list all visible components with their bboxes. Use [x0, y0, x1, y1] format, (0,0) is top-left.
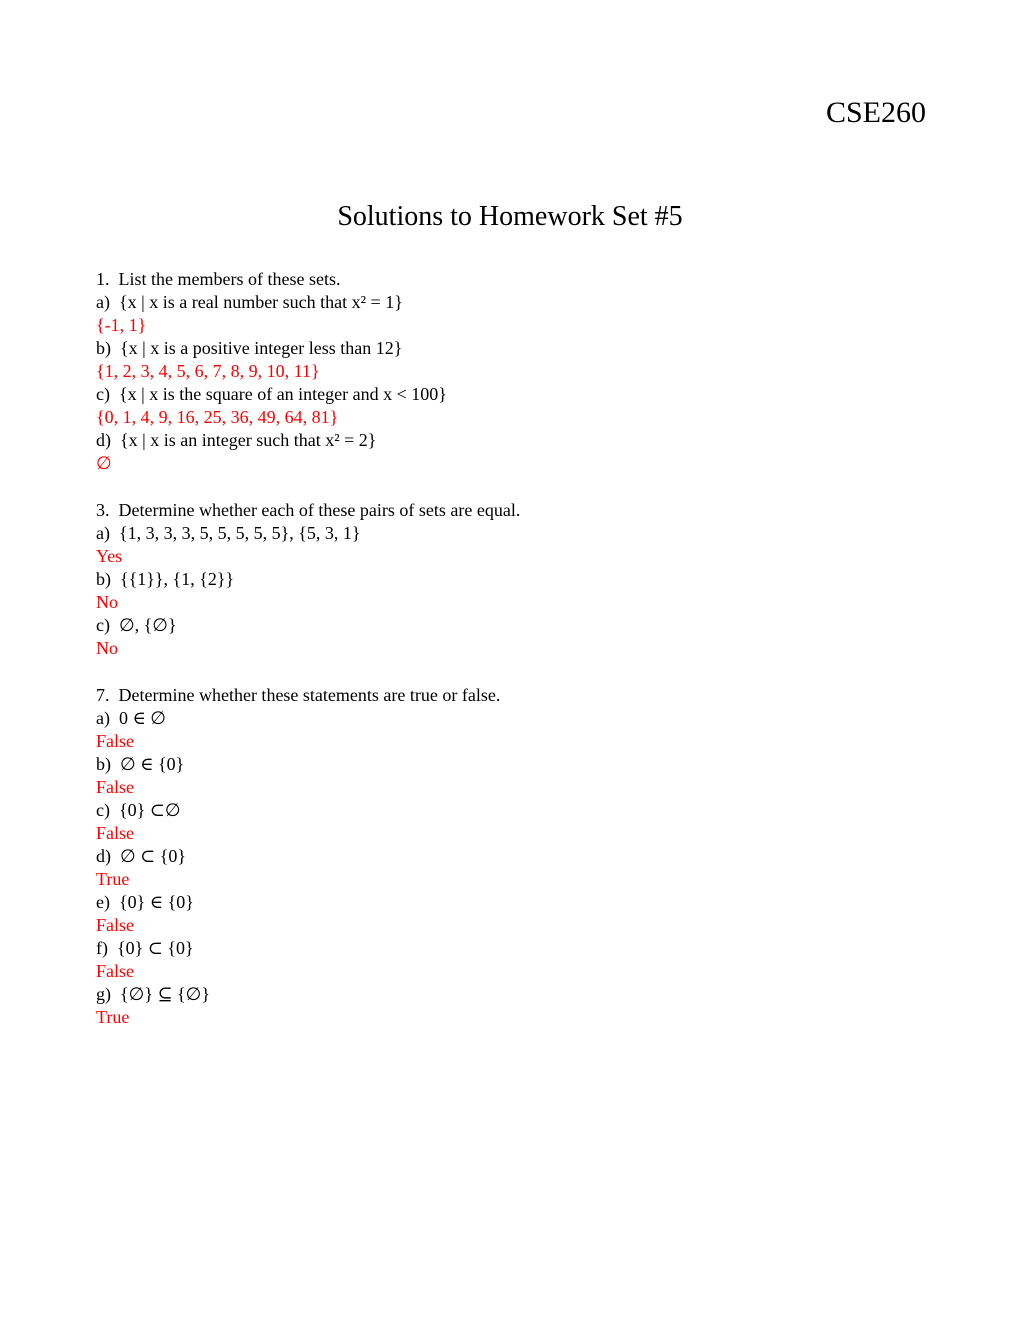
- question-part: b) {x | x is a positive integer less than 12}: [96, 338, 403, 358]
- question-part: d) {x | x is an integer such that x² = 2}: [96, 430, 377, 450]
- question-part: g) {∅} ⊆ {∅}: [96, 984, 210, 1004]
- question-part: a) 0 ∈ ∅: [96, 708, 166, 728]
- answer: False: [96, 823, 134, 843]
- question-part: f) {0} ⊂ {0}: [96, 938, 194, 958]
- document-body: [96, 268, 936, 1029]
- question-part: a) {x | x is a real number such that x² = 1}: [96, 292, 403, 312]
- answer: True: [96, 1007, 130, 1027]
- answer: No: [96, 592, 118, 612]
- answer: ∅: [96, 453, 112, 473]
- question-prompt: 3. Determine whether each of these pairs of sets are equal.: [96, 500, 521, 520]
- answer: False: [96, 915, 134, 935]
- question-part: d) ∅ ⊂ {0}: [96, 846, 187, 866]
- course-code: CSE260: [825, 96, 926, 129]
- answer: {-1, 1}: [96, 315, 147, 335]
- question-part: c) ∅, {∅}: [96, 615, 177, 635]
- question-prompt: 1. List the members of these sets.: [96, 269, 341, 289]
- answer: Yes: [96, 546, 123, 566]
- page-title: Solutions to Homework Set #5: [337, 201, 683, 232]
- answer: False: [96, 961, 134, 981]
- question-part: b) {{1}}, {1, {2}}: [96, 569, 235, 589]
- answer: False: [96, 777, 134, 797]
- answer: {0, 1, 4, 9, 16, 25, 36, 49, 64, 81}: [96, 407, 339, 427]
- answer: True: [96, 869, 130, 889]
- answer: No: [96, 638, 118, 658]
- question-part: c) {0} ⊂∅: [96, 800, 181, 820]
- question-prompt: 7. Determine whether these statements are true or false.: [96, 685, 501, 705]
- answer: False: [96, 731, 134, 751]
- question-1: [96, 268, 936, 475]
- question-part: c) {x | x is the square of an integer and x < 100}: [96, 384, 447, 404]
- answer: {1, 2, 3, 4, 5, 6, 7, 8, 9, 10, 11}: [96, 361, 320, 381]
- question-part: a) {1, 3, 3, 3, 5, 5, 5, 5, 5}, {5, 3, 1}: [96, 523, 361, 543]
- question-part: b) ∅ ∈ {0}: [96, 754, 185, 774]
- question-part: e) {0} ∈ {0}: [96, 892, 194, 912]
- question-3: [96, 499, 936, 660]
- question-7: [96, 684, 936, 1029]
